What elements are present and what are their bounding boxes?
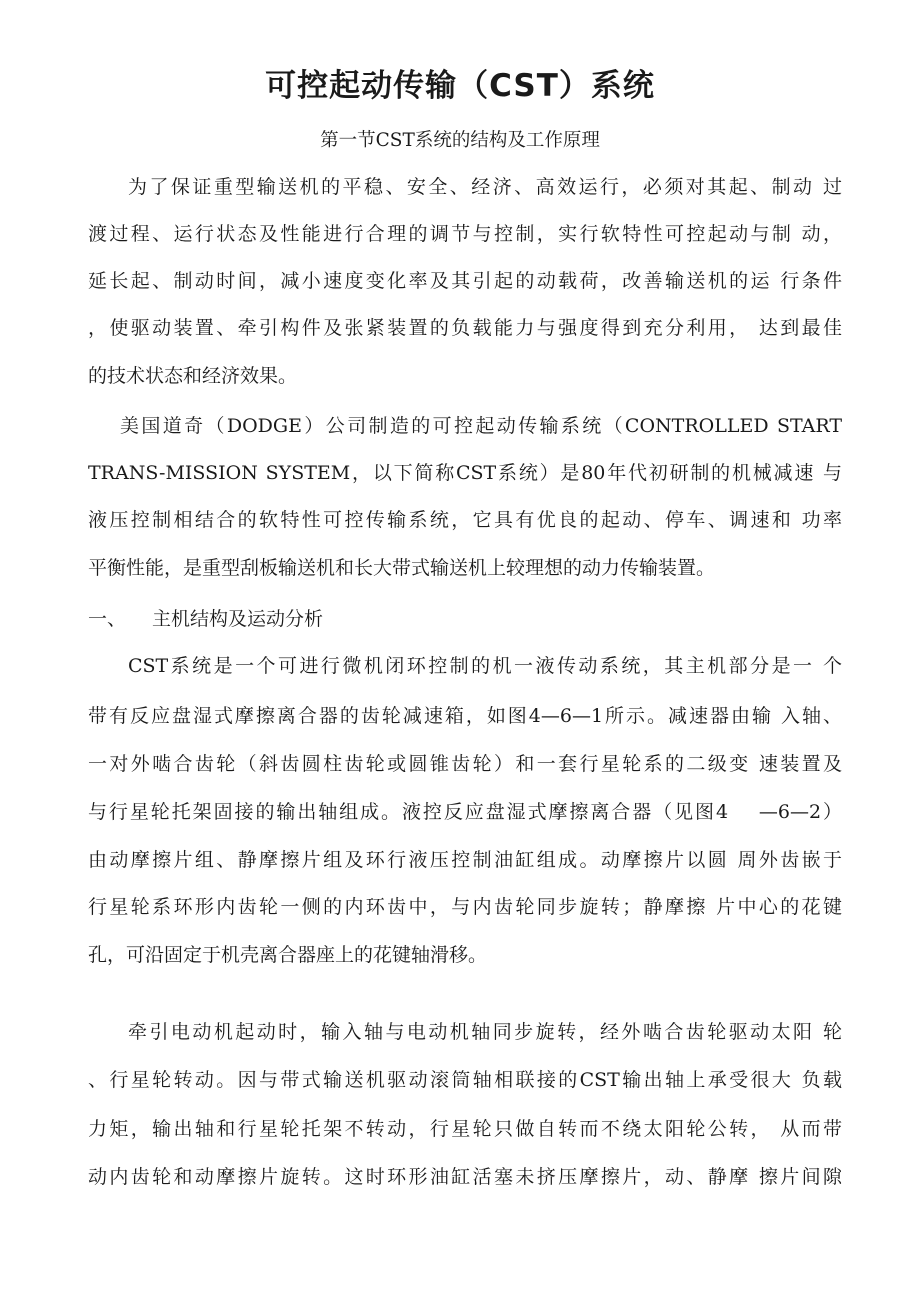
paragraph-2-line: TRANS-MISSION SYSTEM，以下简称CST系统）是80年代初研制的机械减速 与: [88, 462, 842, 484]
paragraph-2-line: 液压控制相结合的软特性可控传输系统，它具有优良的起动、停车、调速和 功率: [88, 509, 842, 531]
paragraph-1-line: 渡过程、运行状态及性能进行合理的调节与控制，实行软特性可控起动与制 动，: [88, 223, 842, 245]
section-title: 第一节CST系统的结构及工作原理: [320, 130, 600, 151]
paragraph-1-line: 的技术状态和经济效果。: [88, 365, 298, 387]
heading-text: 主机结构及运动分析: [152, 608, 324, 630]
paragraph-3-line: 与行星轮托架固接的输出轴组成。液控反应盘湿式摩擦离合器（见图4 —6—2）: [88, 801, 842, 823]
paragraph-3-line: CST系统是一个可进行微机闭环控制的机一液传动系统，其主机部分是一 个: [128, 655, 842, 677]
paragraph-3-line: 行星轮系环形内齿轮一侧的内环齿中，与内齿轮同步旋转；静摩擦 片中心的花键: [88, 896, 842, 918]
paragraph-2-line: 美国道奇（DODGE）公司制造的可控起动传输系统（CONTROLLED START: [120, 415, 842, 437]
paragraph-3-line: 一对外啮合齿轮（斜齿圆柱齿轮或圆锥齿轮）和一套行星轮系的二级变 速装置及: [88, 753, 842, 775]
paragraph-1-line: 延长起、制动时间，减小速度变化率及其引起的动载荷，改善输送机的运 行条件: [88, 270, 842, 292]
document-title: 可控起动传输（CST）系统: [265, 68, 655, 104]
paragraph-4-line: 牵引电动机起动时，输入轴与电动机轴同步旋转，经外啮合齿轮驱动太阳 轮: [128, 1021, 842, 1043]
paragraph-3-line: 孔，可沿固定于机壳离合器座上的花键轴滑移。: [88, 944, 488, 966]
paragraph-3-line: 由动摩擦片组、静摩擦片组及环行液压控制油缸组成。动摩擦片以圆 周外齿嵌于: [88, 849, 842, 871]
paragraph-2-line: 平衡性能，是重型刮板输送机和长大带式输送机上较理想的动力传输装置。: [88, 557, 716, 579]
paragraph-1-line: ，使驱动装置、牵引构件及张紧装置的负载能力与强度得到充分利用， 达到最佳: [88, 317, 842, 339]
heading-number: 一、: [88, 608, 127, 630]
paragraph-4-line: 、行星轮转动。因与带式输送机驱动滚筒轴相联接的CST输出轴上承受很大 负载: [88, 1069, 842, 1091]
paragraph-4-line: 力矩，输出轴和行星轮托架不转动，行星轮只做自转而不绕太阳轮公转， 从而带: [88, 1118, 842, 1140]
paragraph-4-line: 动内齿轮和动摩擦片旋转。这时环形油缸活塞未挤压摩擦片，动、静摩 擦片间隙: [88, 1166, 842, 1188]
paragraph-1-line: 为了保证重型输送机的平稳、安全、经济、高效运行，必须对其起、制动 过: [128, 176, 842, 198]
paragraph-3-line: 带有反应盘湿式摩擦离合器的齿轮减速箱，如图4—6—1所示。减速器由输 入轴、: [88, 705, 842, 727]
